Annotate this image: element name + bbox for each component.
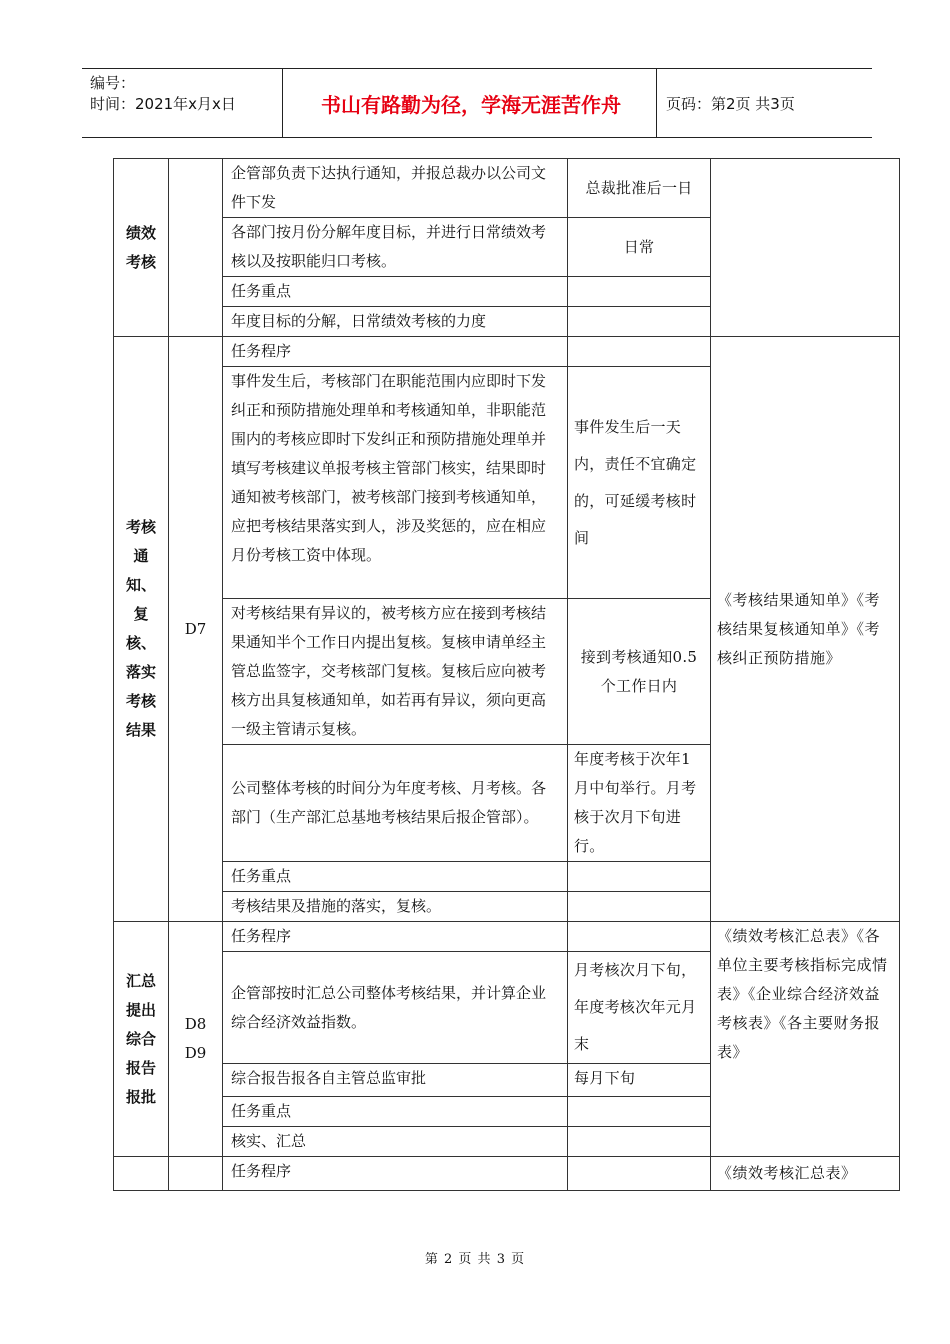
content-cell: 综合报告报各自主管总监审批 <box>223 1064 568 1097</box>
time-cell: 每月下旬 <box>568 1064 711 1097</box>
category-line: 通 <box>133 547 149 565</box>
content-cell: 任务程序 <box>223 337 568 367</box>
code-line: D9 <box>184 1044 207 1062</box>
time-cell: 月考核次月下旬，年度考核次年元月末 <box>568 952 711 1064</box>
content-cell: 企管部负责下达执行通知，并报总裁办以公司文件下发 <box>223 159 568 218</box>
time-cell: 日常 <box>568 218 711 277</box>
content-cell: 任务程序 <box>223 922 568 952</box>
category-line: 结果 <box>125 721 156 739</box>
code-line: D8 <box>184 1015 207 1033</box>
time-cell <box>568 337 711 367</box>
content-cell: 核实、汇总 <box>223 1127 568 1157</box>
category-line: 报告 <box>125 1058 156 1077</box>
category-cell <box>114 1157 169 1191</box>
category-line: 考核 <box>125 518 156 536</box>
category-cell: 绩效考核 <box>114 159 169 337</box>
time-cell <box>568 307 711 337</box>
time-cell <box>568 1157 711 1191</box>
time-cell: 事件发生后一天内，责任不宜确定的，可延缓考核时间 <box>568 367 711 599</box>
category-line: 提出 <box>125 1000 156 1019</box>
content-cell: 企管部按时汇总公司整体考核结果，并计算企业综合经济效益指数。 <box>223 952 568 1064</box>
category-line: 知、 <box>125 576 156 594</box>
forms-cell: 《绩效考核汇总表》 <box>711 1157 900 1191</box>
content-cell: 公司整体考核的时间分为年度考核、月考核。各部门（生产部汇总基地考核结果后报企管部）。 <box>223 745 568 862</box>
time-cell: 接到考核通知0.5个工作日内 <box>568 599 711 745</box>
header-page-number: 页码：第2页 共3页 <box>666 95 795 113</box>
code-cell <box>169 159 223 337</box>
content-cell: 任务重点 <box>223 862 568 892</box>
time-cell: 年度考核于次年1月中旬举行。月考核于次月下旬进行。 <box>568 745 711 862</box>
time-cell <box>568 862 711 892</box>
table-row <box>114 337 900 367</box>
page-footer: 第 2 页 共 3 页 <box>424 1252 526 1267</box>
category-line: 考核 <box>125 692 156 710</box>
header-motto: 书山有路勤为径，学海无涯苦作舟 <box>321 93 621 117</box>
content-cell: 对考核结果有异议的，被考核方应在接到考核结果通知半个工作日内提出复核。复核申请单经主管总监签字，交考核部门复核。复核后应向被考核方出具复核通知单，如若再有异议，须向更高一级主管请示复核。 <box>223 599 568 745</box>
category-line: 报批 <box>125 1087 156 1106</box>
time-cell <box>568 1097 711 1127</box>
table-row <box>114 1157 900 1191</box>
date-label: 时间：2021年x月x日 <box>90 95 236 113</box>
header-left <box>90 73 236 115</box>
table-row <box>114 922 900 952</box>
header-divider <box>656 69 657 137</box>
code-cell: D7 <box>169 337 223 922</box>
content-cell: 任务重点 <box>223 277 568 307</box>
content-cell: 事件发生后，考核部门在职能范围内应即时下发纠正和预防措施处理单和考核通知单，非职能范围内的考核应即时下发纠正和预防措施处理单并填写考核建议单报考核主管部门核实，结果即时通知被考核部门，被考核部门接到考核通知单，应把考核结果落实到人，涉及奖惩的，应在相应月份考核工资中体现。 <box>223 367 568 599</box>
header-divider <box>282 69 283 137</box>
table-row <box>114 159 900 218</box>
page-header <box>82 68 872 138</box>
category-line: 汇总 <box>125 971 156 990</box>
category-line: 核、 <box>125 634 156 652</box>
process-table <box>113 158 900 1191</box>
time-cell: 总裁批准后一日 <box>568 159 711 218</box>
forms-cell: 《考核结果通知单》《考核结果复核通知单》《考核纠正预防措施》 <box>711 337 900 922</box>
category-line: 综合 <box>125 1029 156 1048</box>
category-cell <box>114 337 169 922</box>
code-cell <box>169 1157 223 1191</box>
content-cell: 任务重点 <box>223 1097 568 1127</box>
code-cell <box>169 922 223 1157</box>
category-line: 落实 <box>125 663 156 681</box>
time-cell <box>568 1127 711 1157</box>
time-cell <box>568 277 711 307</box>
time-cell <box>568 892 711 922</box>
category-cell <box>114 922 169 1157</box>
content-cell: 任务程序 <box>223 1157 568 1191</box>
forms-cell: 《绩效考核汇总表》《各单位主要考核指标完成情表》《企业综合经济效益考核表》《各主要财务报表》 <box>711 922 900 1157</box>
forms-cell <box>711 159 900 337</box>
content-cell: 年度目标的分解，日常绩效考核的力度 <box>223 307 568 337</box>
content-cell: 各部门按月份分解年度目标，并进行日常绩效考核以及按职能归口考核。 <box>223 218 568 277</box>
doc-number-label: 编号： <box>90 74 136 92</box>
time-cell <box>568 922 711 952</box>
category-line: 复 <box>133 605 149 623</box>
content-cell: 考核结果及措施的落实，复核。 <box>223 892 568 922</box>
